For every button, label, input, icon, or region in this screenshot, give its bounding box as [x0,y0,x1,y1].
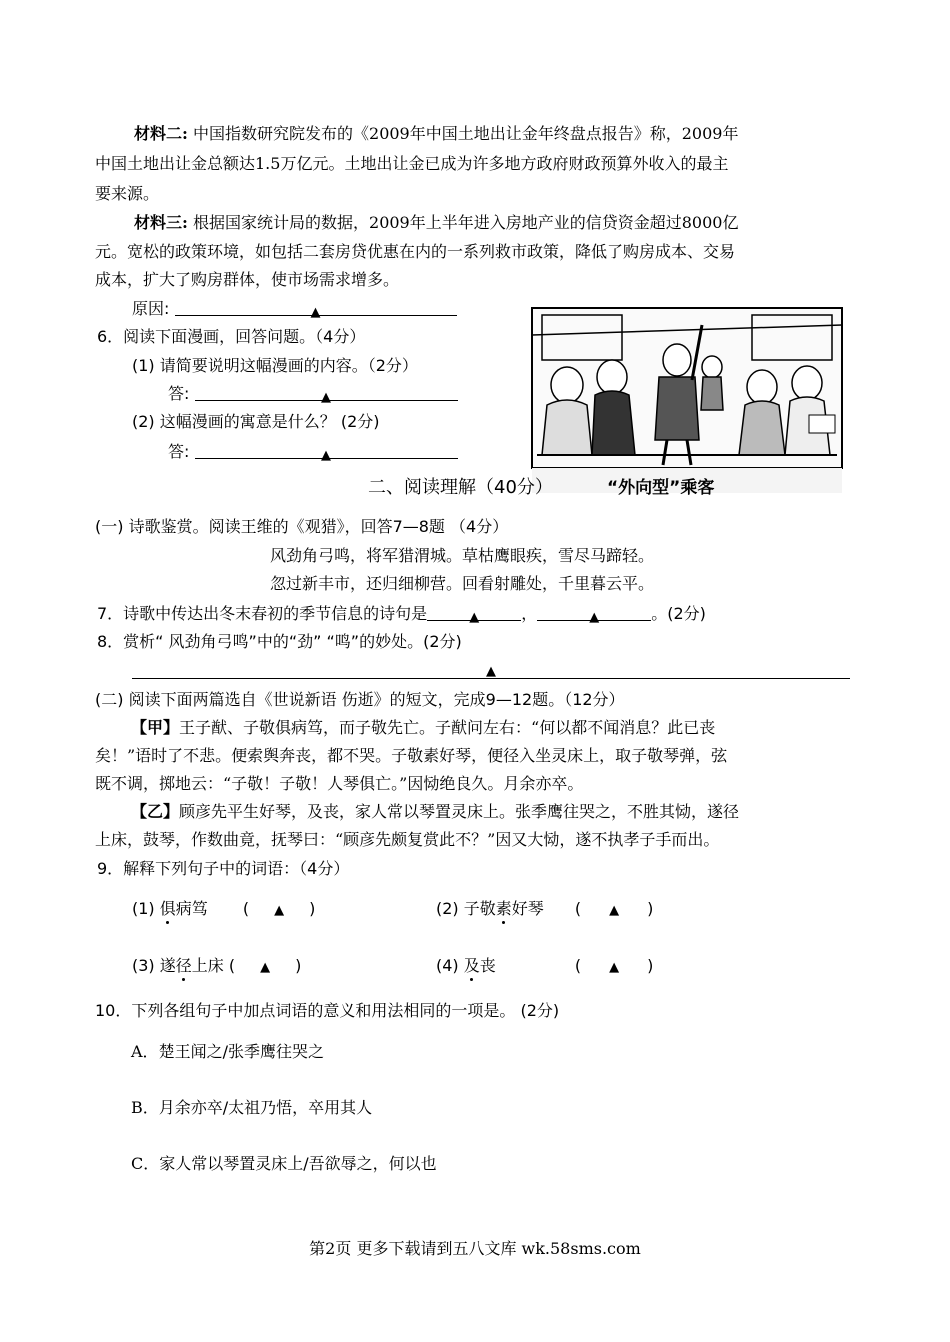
part2-title: (二) 阅读下面两篇选自《世说新语 伤逝》的短文，完成9—12题。（12分） [95,690,625,709]
q9-item3-rest: 上床 [191,956,224,975]
q9-answer2[interactable] [581,895,647,923]
paren-open: ( [574,956,582,975]
q7-answer-blank-2[interactable] [537,602,651,625]
poem-line2: 忽过新丰市，还归细柳营。回看射雕处，千里暮云平。 [270,574,655,593]
material2-line3: 要来源。 [95,184,160,203]
answer-triangle: ▲ [609,903,620,918]
q7-text: 7．诗歌中传达出冬末春初的季节信息的诗句是 [97,604,428,623]
reason-row [132,295,457,323]
q9-item1 [132,895,315,923]
option-b-label: B． [131,1098,159,1117]
q7-points: 。(2分) [651,604,706,623]
option-c-label: C． [131,1154,160,1173]
q9-item2-word: 素 [495,899,512,918]
reason-answer-blank[interactable] [175,297,457,320]
q6-title: 6．阅读下面漫画，回答问题。（4分） [97,327,366,346]
answer-triangle: ▲ [609,960,620,975]
q7-answer-blank-1[interactable] [427,602,521,625]
material2-label: 材料二: [134,124,188,143]
answer-triangle: ▲ [486,664,496,679]
q9-item3 [132,952,301,980]
q9-item1-rest: 病笃 [175,899,208,918]
q6-answer1-row [168,380,458,408]
option-a-label: A． [131,1042,159,1061]
answer-triangle: ▲ [321,448,331,463]
yi-text1: 顾彦先平生好琴，及丧，家人常以琴置灵床上。张季鹰往哭之，不胜其恸，遂径 [179,802,740,821]
q9-item2-rest: 好琴 [511,899,544,918]
answer-triangle: ▲ [260,960,271,975]
answer-triangle: ▲ [469,610,480,625]
jia-line2: 矣！”语时了不悲。便索舆奔丧，都不哭。子敬素好琴，便径入坐灵床上，取子敬琴弹，弦 [95,746,728,765]
q9-item-num: (1) [132,899,155,918]
q10-option-c[interactable] [131,1150,437,1178]
q9-item1-word: 俱 [159,899,176,918]
answer-triangle: ▲ [589,610,600,625]
yi-line2: 上床，鼓琴，作数曲竟，抚琴曰：“顾彦先颇复赏此不？”因又大恸，遂不执孝子手而出。 [95,830,720,849]
material2-line1 [134,120,738,148]
answer-triangle: ▲ [310,305,321,320]
bus-passengers-cartoon [527,305,847,495]
q9-answer4[interactable] [581,952,647,980]
material3-label: 材料三: [134,213,188,232]
paren-close: ) [295,956,302,975]
material3-text1: 根据国家统计局的数据，2009年上半年进入房地产业的信贷资金超过8000亿 [193,213,739,232]
section2-title: 二、阅读理解（40分） [368,477,553,498]
q6-sub2: (2) 这幅漫画的寓意是什么？ (2分) [132,412,380,431]
q7-comma: ， [521,604,538,623]
q9-item4-rest: 丧 [479,956,496,975]
answer-label: 答: [168,384,190,403]
q7-row [97,600,706,628]
q6-answer2-blank[interactable] [195,440,458,463]
q9-answer3[interactable] [235,952,295,980]
q9-item3-pre: 遂 [159,956,176,975]
q10-option-b[interactable] [131,1094,372,1122]
q9-item-num: (4) [436,956,459,975]
q10-title: 10．下列各组句子中加点词语的意义和用法相同的一项是。 (2分) [95,1001,560,1020]
option-a-text: 楚王闻之/张季鹰往哭之 [158,1042,324,1061]
paren-close: ) [647,956,654,975]
option-c-text: 家人常以琴置灵床上/吾欲辱之，何以也 [159,1154,437,1173]
part1-title: (一) 诗歌鉴赏。阅读王维的《观猎》，回答7—8题 （4分） [95,517,509,536]
q9-item4-word: 及 [463,956,480,975]
page-footer: 第2页 更多下载请到五八文库 wk.58sms.com [309,1239,641,1258]
q6-sub1: (1) 请简要说明这幅漫画的内容。（2分） [132,356,418,375]
jia-text1: 王子猷、子敬俱病笃，而子敬先亡。子猷问左右：“何以都不闻消息？此已丧 [179,718,716,737]
paren-open: ( [242,899,250,918]
cartoon-caption: “外向型”乘客 [607,478,715,498]
answer-triangle: ▲ [274,903,285,918]
q8-text: 8．赏析“ 风劲角弓鸣”中的“劲” “鸣”的妙处。(2分) [97,632,462,651]
material3-line3: 成本，扩大了购房群体，使市场需求增多。 [95,270,400,289]
material3-line2: 元。宽松的政策环境，如包括二套房贷优惠在内的一系列救市政策，降低了购房成本、交易 [95,242,736,261]
reason-label: 原因: [132,299,170,318]
q9-item-num: (3) [132,956,155,975]
paren-open: ( [228,956,236,975]
q9-item3-word: 径 [175,956,192,975]
q9-item2-pre: 子敬 [463,899,496,918]
paren-close: ) [647,899,654,918]
yi-label: 【乙】 [131,802,180,821]
poem-line1: 风劲角弓鸣，将军猎渭城。草枯鹰眼疾，雪尽马蹄轻。 [270,546,655,565]
material3-line1 [134,209,738,237]
q8-answer-blank[interactable] [132,660,850,679]
paren-open: ( [574,899,582,918]
q9-item-num: (2) [436,899,459,918]
jia-line1 [131,714,715,742]
q6-answer1-blank[interactable] [195,382,458,405]
material2-line2: 中国土地出让金总额达1.5万亿元。土地出让金已成为许多地方政府财政预算外收入的最主 [95,154,729,173]
q9-answer1[interactable] [249,895,309,923]
jia-line3: 既不调，掷地云：“子敬！子敬！人琴俱亡。”因恸绝良久。月余亦卒。 [95,774,584,793]
q9-item2 [436,895,653,923]
q9-item4 [436,952,653,980]
paren-close: ) [309,899,316,918]
q10-option-a[interactable] [131,1038,324,1066]
q6-answer2-row [168,438,458,466]
answer-triangle: ▲ [321,390,331,405]
material2-text1: 中国指数研究院发布的《2009年中国土地出让金年终盘点报告》称，2009年 [193,124,739,143]
answer-label: 答: [168,442,190,461]
yi-line1 [131,798,739,826]
q9-title: 9．解释下列句子中的词语：（4分） [97,859,350,878]
jia-label: 【甲】 [131,718,180,737]
option-b-text: 月余亦卒/太祖乃悟，卒用其人 [158,1098,373,1117]
